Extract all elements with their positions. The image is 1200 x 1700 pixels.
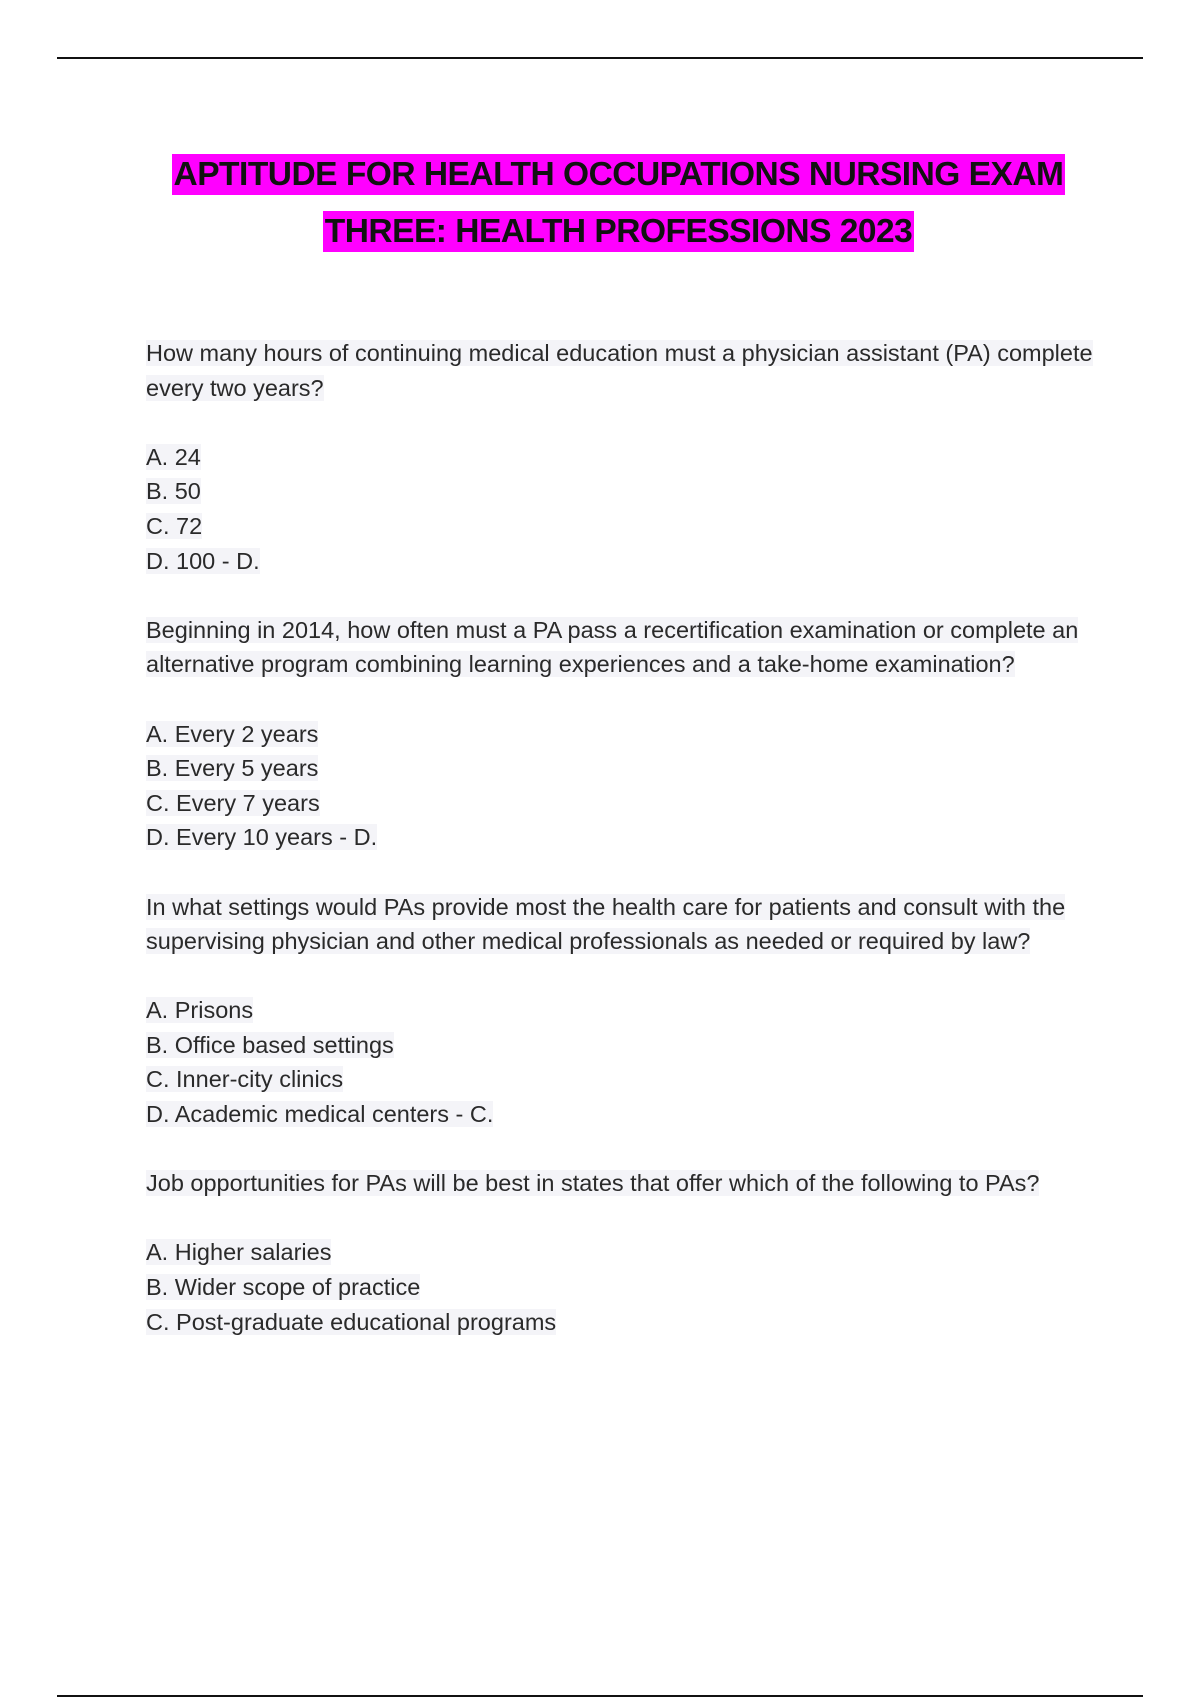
title-line-2: THREE: HEALTH PROFESSIONS 2023 bbox=[324, 213, 913, 250]
option-list bbox=[146, 717, 1096, 855]
option-a: A. Every 2 years bbox=[146, 720, 319, 747]
option-a: A. 24 bbox=[146, 443, 201, 470]
question-text: Beginning in 2014, how often must a PA pass a recertification examination or complete an alternative program combining learning experiences and a take-home examination? bbox=[146, 616, 1079, 678]
question-4 bbox=[146, 1166, 1096, 1339]
option-c: C. 72 bbox=[146, 512, 203, 539]
option-d: D. 100 - D. bbox=[146, 547, 260, 574]
option-b: B. Every 5 years bbox=[146, 755, 319, 782]
option-a: A. Higher salaries bbox=[146, 1239, 332, 1266]
option-d: D. Every 10 years - D. bbox=[146, 824, 378, 851]
question-text: Job opportunities for PAs will be best in states that offer which of the following to PAs? bbox=[146, 1170, 1040, 1197]
option-list bbox=[146, 1235, 1096, 1339]
question-1 bbox=[146, 336, 1096, 578]
question-2 bbox=[146, 613, 1096, 855]
title-line-1: APTITUDE FOR HEALTH OCCUPATIONS NURSING EXAM bbox=[173, 156, 1064, 193]
option-c: C. Post-graduate educational programs bbox=[146, 1308, 557, 1335]
option-b: B. Office based settings bbox=[146, 1031, 394, 1058]
option-list bbox=[146, 440, 1096, 578]
option-b: B. Wider scope of practice bbox=[146, 1274, 421, 1301]
question-list bbox=[146, 336, 1096, 1374]
question-3 bbox=[146, 890, 1096, 1132]
option-d: D. Academic medical centers - C. bbox=[146, 1101, 494, 1128]
top-rule bbox=[57, 57, 1143, 59]
option-c: C. Every 7 years bbox=[146, 789, 320, 816]
option-c: C. Inner-city clinics bbox=[146, 1066, 344, 1093]
bottom-rule bbox=[57, 1695, 1143, 1697]
option-b: B. 50 bbox=[146, 478, 201, 505]
option-list bbox=[146, 993, 1096, 1131]
question-text: In what settings would PAs provide most the health care for patients and consult with the supervising physician and other medical professionals as needed or required by law? bbox=[146, 893, 1066, 955]
option-a: A. Prisons bbox=[146, 997, 254, 1024]
document-title bbox=[0, 146, 1200, 260]
question-text: How many hours of continuing medical education must a physician assistant (PA) complete every two years? bbox=[146, 340, 1093, 401]
